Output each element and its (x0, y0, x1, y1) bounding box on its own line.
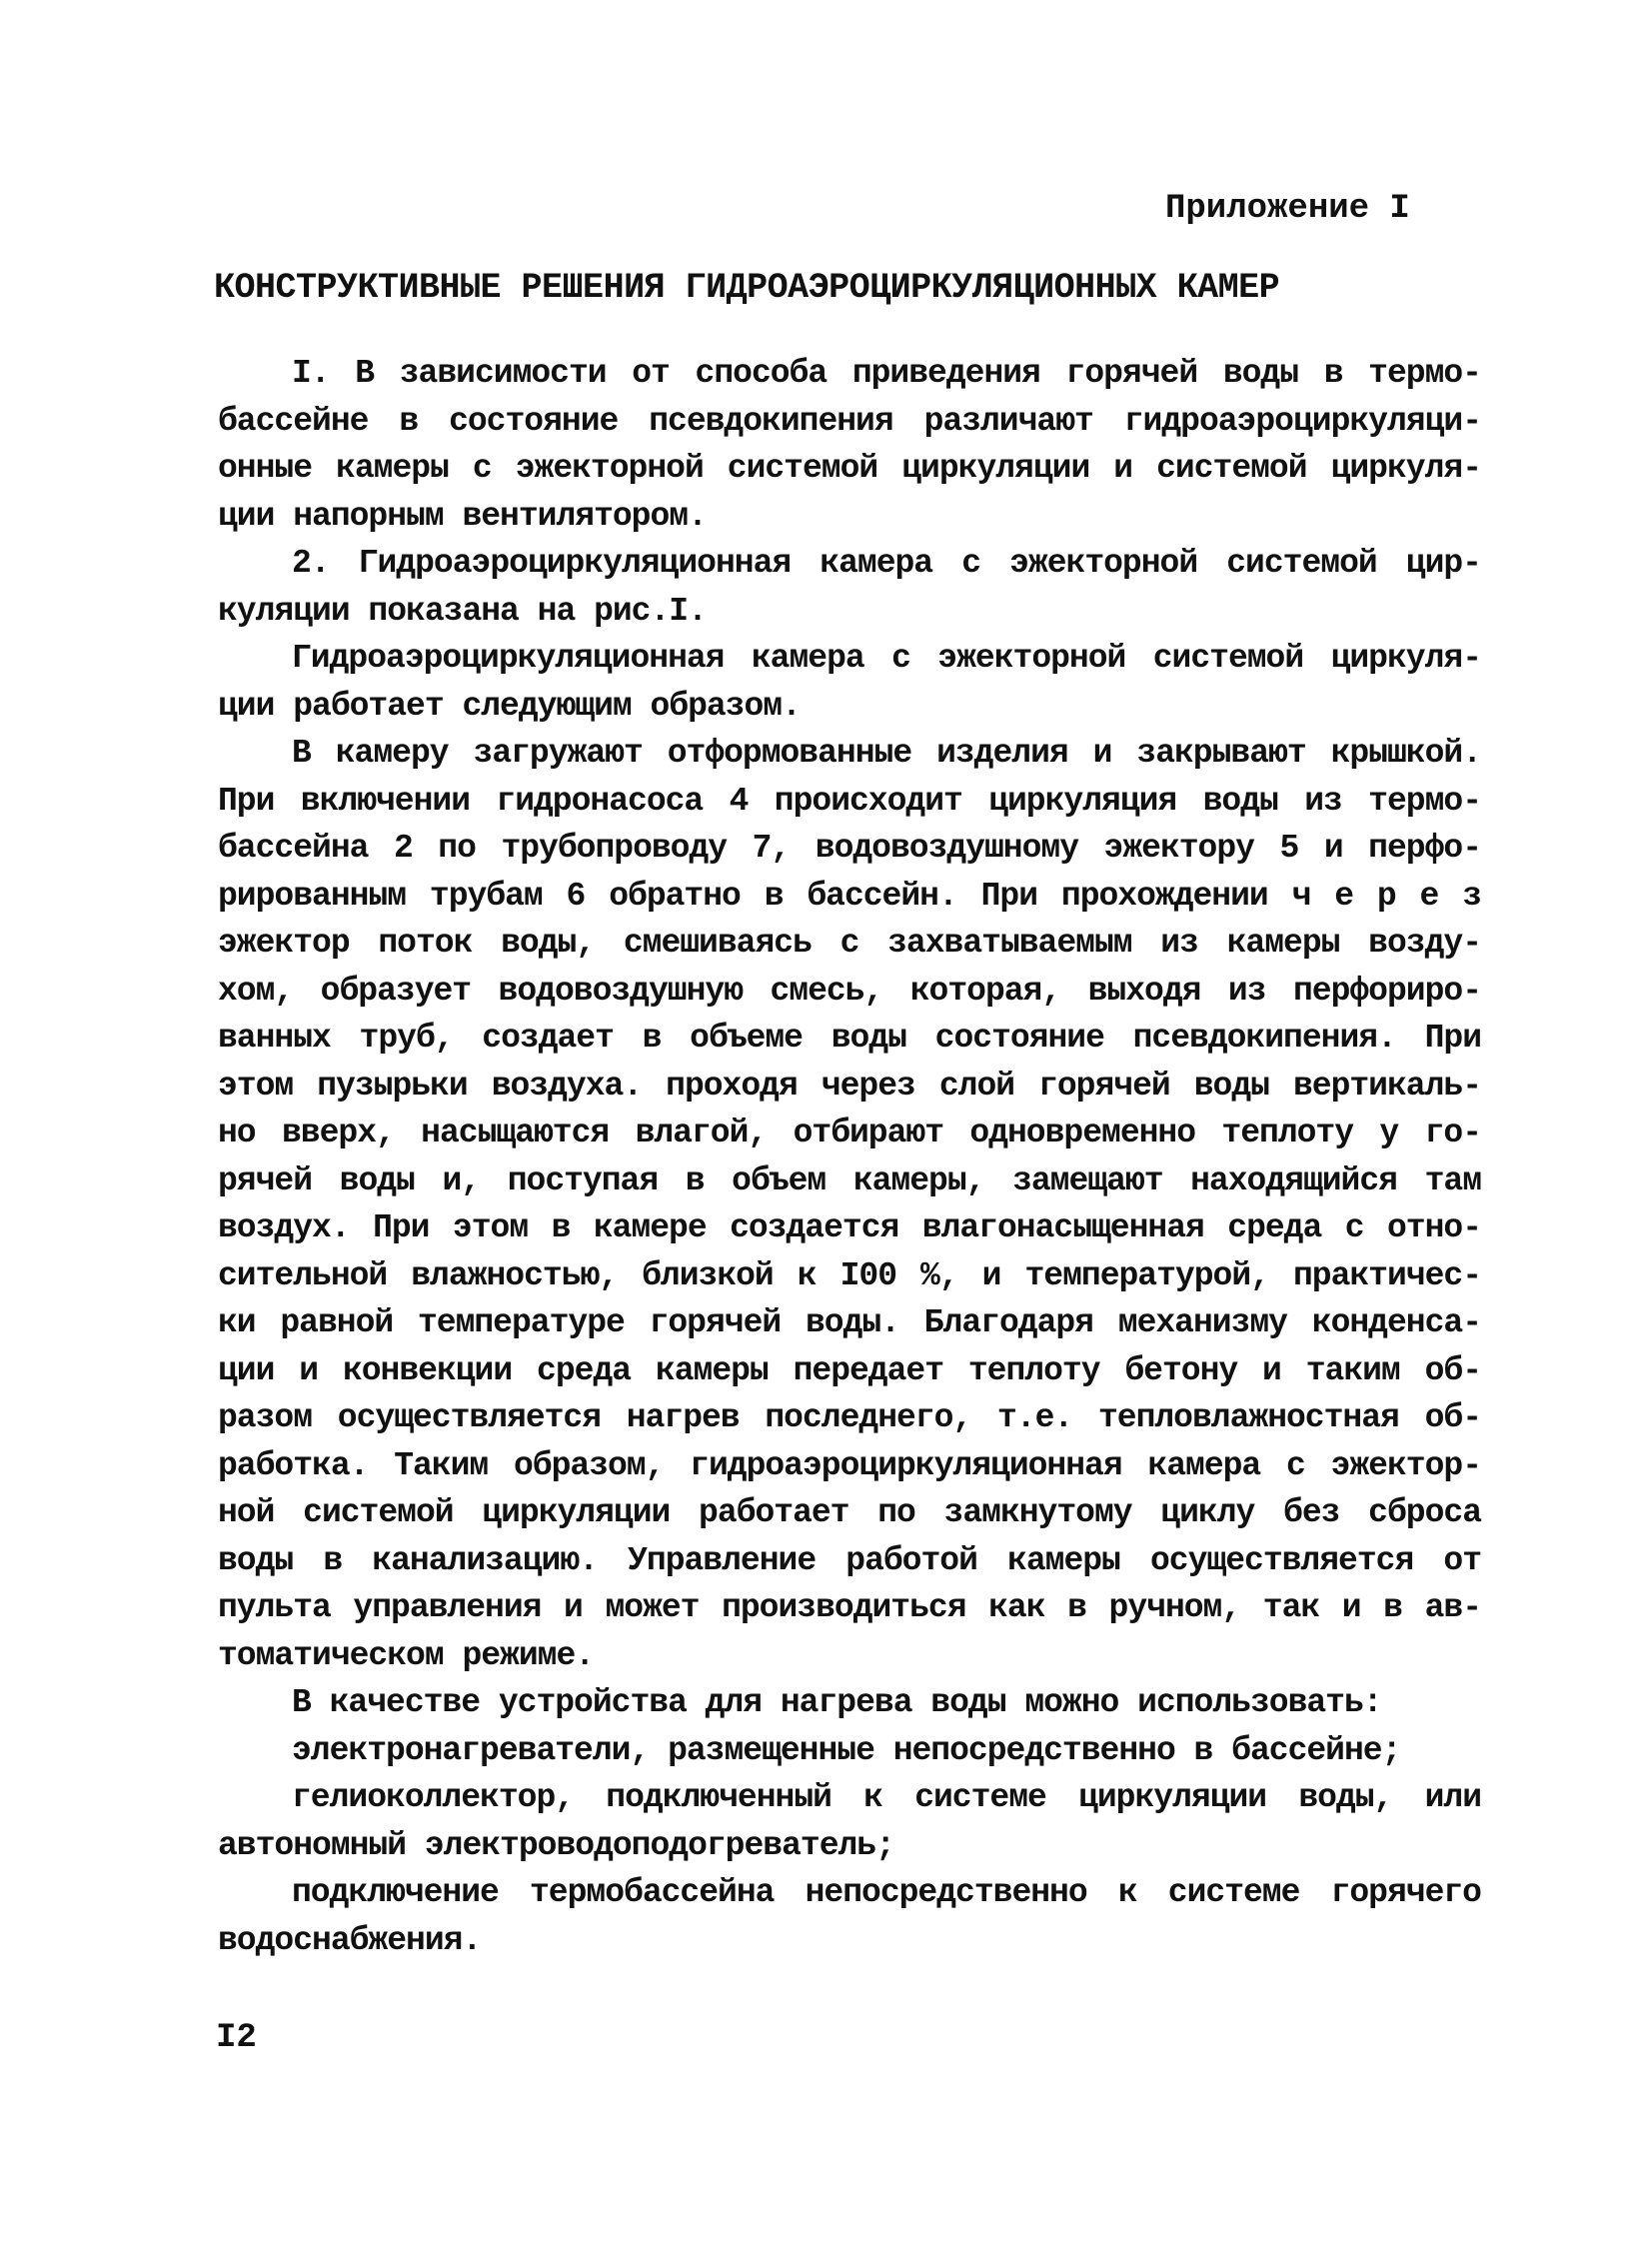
text-line: этом пузырьки воздуха. проходя через слой горячей воды вертикаль- (218, 1067, 1481, 1105)
text-line: подключение термобассейна непосредственно к системе горячего (292, 1874, 1481, 1911)
text-line: воздух. При этом в камере создается влагонасыщенная среда с отно- (218, 1209, 1481, 1246)
text-line: ки равной температуре горячей воды. Благодаря механизму конденса- (218, 1304, 1481, 1341)
text-line: онные камеры с эжекторной системой циркуляции и системой циркуля- (218, 450, 1481, 487)
text-line: бассейне в состояние псевдокипения различают гидроаэроциркуляци- (218, 402, 1481, 440)
text-line: ции работает следующим образом. (218, 687, 801, 725)
text-line: разом осуществляется нагрев последнего, т.е. тепловлажностная об- (218, 1399, 1481, 1436)
appendix-label: Приложение I (1165, 190, 1410, 228)
text-line: хом, образует водовоздушную смесь, которая, выходя из перфориро- (218, 972, 1481, 1010)
text-line: В камеру загружают отформованные изделия и закрывают крышкой. (292, 735, 1481, 772)
text-line: но вверх, насыщаются влагой, отбирают одновременно теплоту у го- (218, 1115, 1481, 1151)
text-line: ции напорным вентилятором. (218, 497, 707, 535)
text-line: ной системой циркуляции работает по замкнутому циклу без сброса (218, 1494, 1481, 1531)
text-line: куляции показана на рис.I. (218, 592, 707, 630)
text-line: сительной влажностью, близкой к I00 %, и температурой, практичес- (218, 1256, 1481, 1294)
text-line: рированным трубам 6 обратно в бассейн. При прохождении ч е р е з (218, 877, 1481, 915)
text-line: воды в канализацию. Управление работой камеры осуществляется от (218, 1541, 1481, 1579)
text-line: эжектор поток воды, смешиваясь с захватываемым из камеры возду- (218, 925, 1481, 962)
text-line: рячей воды и, поступая в объем камеры, замещают находящийся там (218, 1161, 1481, 1199)
document-title: КОНСТРУКТИВНЫЕ РЕШЕНИЯ ГИДРОАЭРОЦИРКУЛЯЦИОННЫХ КАМЕР (214, 268, 1280, 308)
body-text (218, 350, 1481, 1964)
text-line: I. В зависимости от способа приведения горячей воды в термо- (292, 355, 1481, 392)
text-line: ванных труб, создает в объеме воды состояние псевдокипения. При (218, 1020, 1481, 1057)
page-number: I2 (216, 2019, 257, 2057)
text-line: автономный электроводоподогреватель; (218, 1826, 894, 1864)
text-line: водоснабжения. (218, 1921, 482, 1959)
text-line: Гидроаэроциркуляционная камера с эжекторной системой циркуля- (292, 640, 1481, 677)
text-line: томатическом режиме. (218, 1636, 595, 1674)
text-line: ции и конвекции среда камеры передает теплоту бетону и таким об- (218, 1351, 1481, 1389)
text-line: работка. Таким образом, гидроаэроциркуляционная камера с эжектор- (218, 1446, 1481, 1484)
text-line: электронагреватели, размещенные непосредственно в бассейне; (292, 1731, 1401, 1769)
text-line: В качестве устройства для нагрева воды можно использовать: (292, 1684, 1382, 1721)
text-line: гелиоколлектор, подключенный к системе циркуляции воды, или (292, 1779, 1481, 1816)
text-line: При включении гидронасоса 4 происходит циркуляция воды из термо- (218, 782, 1481, 820)
text-line: бассейна 2 по трубопроводу 7, водовоздушному эжектору 5 и перфо- (218, 830, 1481, 867)
text-line: 2. Гидроаэроциркуляционная камера с эжекторной системой цир- (292, 545, 1481, 582)
text-line: пульта управления и может производиться как в ручном, так и в ав- (218, 1589, 1481, 1626)
